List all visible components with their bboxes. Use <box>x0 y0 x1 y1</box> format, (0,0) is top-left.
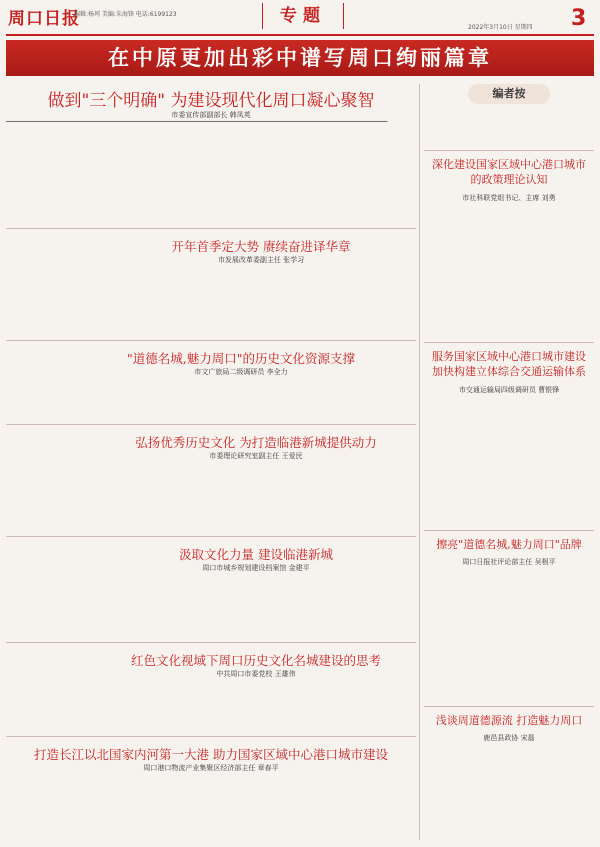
article-byline: 市发展改革委副主任 张学习 <box>217 256 305 264</box>
article-text-block <box>144 122 272 230</box>
column-divider <box>419 84 420 840</box>
article-byline: 市文广旅局二级调研员 李全力 <box>194 368 288 376</box>
article-title: 开年首季定大势 赓续奋进译华章 <box>171 239 351 254</box>
side-article <box>424 530 594 701</box>
side-article <box>424 150 594 363</box>
banner-headline: 在中原更加出彩中谱写周口绚丽篇章 <box>6 40 594 76</box>
side-article-title: 浅谈周道德源流 打造魅力周口 <box>435 714 583 727</box>
editor-info: 编辑:杨珂 美编:朱海锋 电话:6199123 <box>74 11 177 18</box>
side-article <box>424 706 594 837</box>
article-byline: 周口市城乡规划建设档案馆 金建平 <box>202 564 310 572</box>
article-section <box>6 340 416 425</box>
article-section <box>6 424 416 537</box>
side-article-byline: 鹿邑县政协 宋磊 <box>483 734 535 742</box>
article-text-block: ▔▔▔▔▔▔▔▔▔▔▔▔▔▔▔▔▔▔▔▔▔▔▔▔▔▔▔▔▔▔▔▔▔▔▔▔▔▔▔▔▔▔▔▔▔▔▔▔▔▔▔▔▔▔▔▔▔▔▔▔▔▔▔▔▔▔▔▔▔▔▔▔▔▔▔▔▔▔▔▔▔▔▔▔▔▔▔▔▔▔▔▔ <box>6 122 388 128</box>
page-number: 3 <box>571 6 587 31</box>
article-section <box>6 736 416 847</box>
article-title: 打造长江以北国家内河第一大港 助力国家区域中心港口城市建设 <box>34 747 388 762</box>
article-byline: 中共周口市委党校 王雄伟 <box>216 670 296 678</box>
side-article-title: 擦亮"道德名城,魅力周口"品牌 <box>436 538 582 551</box>
side-article-title: 深化建设国家区域中心港口城市的政策理论认知 <box>432 158 586 186</box>
editor-note-label: 编者按 <box>468 84 550 104</box>
header-divider <box>6 34 594 36</box>
side-article-byline: 市社科联党组书记、主席 刘勇 <box>462 194 556 202</box>
article-section <box>6 228 416 341</box>
lead-article-title: 做到"三个明确" 为建设现代化周口凝心聚智 <box>47 91 375 111</box>
masthead <box>0 0 600 36</box>
article-section <box>6 642 416 737</box>
editor-note <box>424 84 594 146</box>
article-title: 弘扬优秀历史文化 为打造临港新城提供动力 <box>135 435 377 450</box>
newspaper-logo: 周口日报 <box>8 9 80 29</box>
side-article-byline: 市交通运输局四级调研员 曹银锋 <box>458 386 560 394</box>
side-article-byline: 周口日报社评论部主任 吴根平 <box>462 558 556 566</box>
article-byline: 市委理论研究室副主任 王爱民 <box>209 452 303 460</box>
article-byline: 周口港口物流产业集聚区经济部主任 章春平 <box>143 764 279 772</box>
article-text-block <box>282 122 416 230</box>
lead-article-byline: 市委宣传部副部长 韩凤英 <box>171 111 251 119</box>
issue-date: 2022年3月10日 星期四 <box>468 24 533 31</box>
article-title: "道德名城,魅力周口"的历史文化资源支撑 <box>127 351 355 366</box>
article-title: 红色文化视域下周口历史文化名城建设的思考 <box>130 653 381 668</box>
side-article <box>424 342 594 527</box>
side-article-title: 服务国家区域中心港口城市建设 加快构建立体综合交通运输体系 <box>432 350 586 378</box>
article-section <box>6 536 416 643</box>
article-title: 汲取文化力量 建设临港新城 <box>179 547 333 562</box>
section-title: 专题 <box>262 3 344 29</box>
